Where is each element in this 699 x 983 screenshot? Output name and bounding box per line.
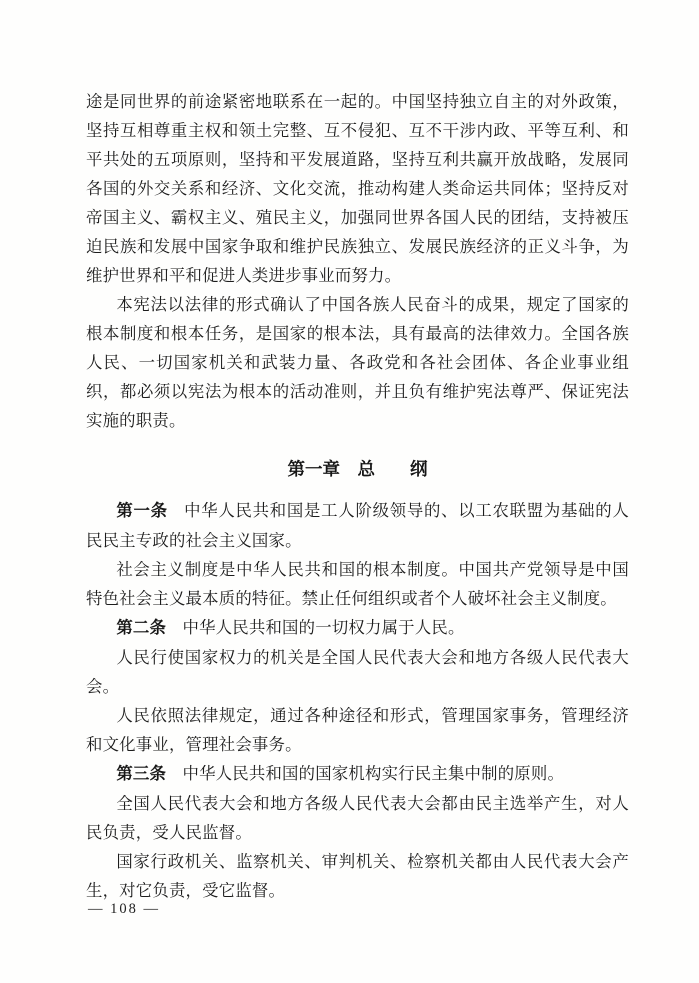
article-3-paragraph-3: 国家行政机关、监察机关、审判机关、检察机关都由人民代表大会产生，对它负责，受它监督。 (86, 852, 629, 900)
article-3-text: 中华人民共和国的国家机构实行民主集中制的原则。 (182, 764, 565, 783)
article-2-number: 第二条 (116, 619, 167, 637)
article-2-text: 中华人民共和国的一切权力属于人民。 (182, 618, 465, 637)
body-text (86, 87, 629, 905)
article-3-number: 第三条 (116, 765, 167, 783)
article-1-paragraph (86, 496, 629, 555)
article-3-paragraph-2: 全国人民代表大会和地方各级人民代表大会都由民主选举产生，对人民负责，受人民监督。 (86, 794, 629, 842)
preamble-paragraph: 本宪法以法律的形式确认了中国各族人民奋斗的成果，规定了国家的根本制度和根本任务，是国家的根本法，具有最高的法律效力。全国各族人民、一切国家机关和武装力量、各政党和各社会团体、各企业事业组织，都必须以宪法为根本的活动准则，并且负有维护宪法尊严、保证宪法实施的职责。 (86, 295, 629, 430)
article-3-paragraph (86, 759, 629, 789)
article-1-text: 中华人民共和国是工人阶级领导的、以工农联盟为基础的人民民主专政的社会主义国家。 (86, 501, 629, 550)
article-2-paragraph-3: 人民依照法律规定，通过各种途径和形式，管理国家事务，管理经济和文化事业，管理社会事务。 (86, 706, 629, 754)
chapter-heading: 第一章 总 纲 (287, 459, 428, 479)
article-1-number: 第一条 (116, 502, 168, 520)
article-2-paragraph (86, 613, 629, 643)
article-1-paragraph-2: 社会主义制度是中华人民共和国的根本制度。中国共产党领导是中国特色社会主义最本质的特征。禁止任何组织或者个人破坏社会主义制度。 (86, 560, 629, 608)
page-number: — 108 — (88, 901, 160, 917)
article-2-paragraph-2: 人民行使国家权力的机关是全国人民代表大会和地方各级人民代表大会。 (86, 648, 629, 696)
preamble-continuation-paragraph: 途是同世界的前途紧密地联系在一起的。中国坚持独立自主的对外政策，坚持互相尊重主权和领土完整、互不侵犯、互不干涉内政、平等互利、和平共处的五项原则，坚持和平发展道路，坚持互利共赢开放战略，发展同各国的外交关系和经济、文化交流，推动构建人类命运共同体；坚持反对帝国主义、霸权主义、殖民主义，加强同世界各国人民的团结，支持被压迫民族和发展中国家争取和维护民族独立、发展民族经济的正义斗争，为维护世界和平和促进人类进步事业而努力。 (86, 92, 629, 285)
